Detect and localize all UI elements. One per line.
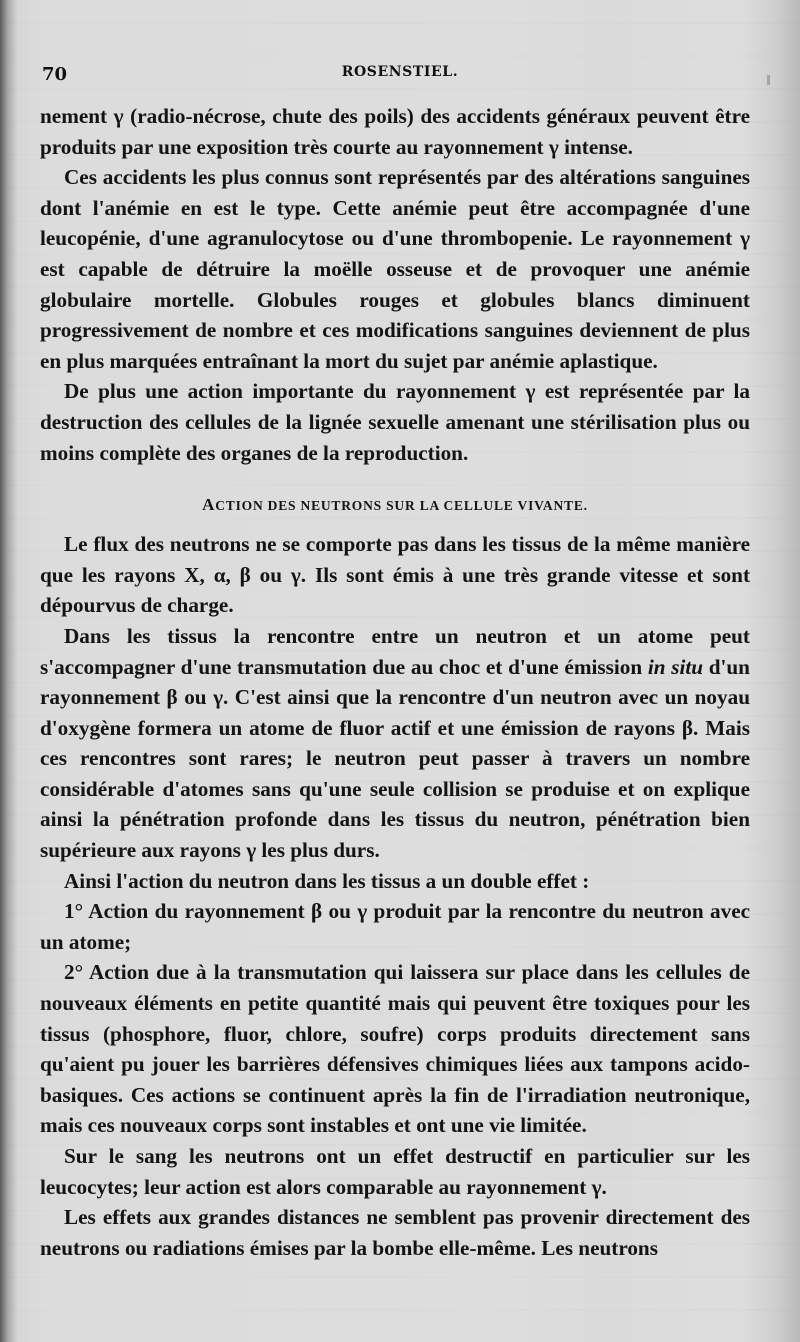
paragraph-transmutation-part2: d'un rayonnement β ou γ. C'est ainsi que la rencontre d'un neutron avec un noyau d'oxygène formera un atome de fluor actif et une émission de rayons β. Mais ces rencontres sont rares; le neutron peut passer à travers un nombre considérable d'atomes sans qu'une seule collision se produise et on explique ainsi la pénétration profonde dans les tissus du neutron, pénétration bien supérieure aux rayons γ les plus durs. (40, 654, 750, 863)
paragraph-blood-effect: Sur le sang les neutrons ont un effet destructif en particulier sur les leucocytes; leur action est alors comparable au rayonnement γ. (40, 1144, 750, 1199)
section-heading-text: CTION DES NEUTRONS SUR LA CELLULE VIVANTE. (215, 498, 588, 514)
running-head (0, 62, 800, 90)
paragraph-continuation: nement γ (radio-nécrose, chute des poils) des accidents généraux peuvent être produits par une exposition très courte au rayonnement γ intense. (40, 104, 750, 159)
paragraph-sexual-lineage: De plus une action importante du rayonnement γ est représentée par la destruction des cellules de la lignée sexuelle amenant une stérilisation plus ou moins complète des organes de la reproduction. (40, 379, 750, 465)
section-heading-initial: A (202, 495, 216, 515)
paragraph-double-effect: Ainsi l'action du neutron dans les tissus a un double effet : (64, 868, 590, 893)
page-number: 70 (42, 64, 68, 85)
paragraph-great-distances: Les effets aux grandes distances ne semblent pas provenir directement des neutrons ou radiations émises par la bombe elle-même. Les neutrons (40, 1205, 750, 1260)
margin-mark (767, 75, 770, 85)
body-text (40, 101, 750, 1263)
paragraph-blood-accidents: Ces accidents les plus connus sont représentés par des altérations sanguines dont l'anémie en est le type. Cette anémie peut être accompagnée d'une leucopénie, d'une agranulocytose ou d'une thrombopenie. Le rayonnement γ est capable de détruire la moëlle osseuse et de provoquer une anémie globulaire mortelle. Globules rouges et globules blancs diminuent progressivement de nombre et ces modifications sanguines deviennent de plus en plus marquées entraînant la mort du sujet par anémie aplastique. (40, 165, 750, 373)
italic-in-situ: in situ (647, 654, 704, 679)
paragraph-transmutation (40, 621, 750, 866)
section-heading (40, 496, 750, 515)
paragraph-neutron-flux: Le flux des neutrons ne se comporte pas dans les tissus de la même manière que les rayons X, α, β ou γ. Ils sont émis à une très grande vitesse et sont dépourvus de charge. (40, 532, 750, 618)
list-item-2: 2° Action due à la transmutation qui laissera sur place dans les cellules de nouveaux éléments en petite quantité mais qui peuvent être toxiques pour les tissus (phosphore, fluor, chlore, soufre) corps produits directement sans qu'aient pu jouer les barrières défensives chimiques liées aux tampons acido-basiques. Ces actions se continuent après la fin de l'irradiation neutronique, mais ces nouveaux corps sont instables et ont une vie limitée. (40, 960, 750, 1138)
list-item-1: 1° Action du rayonnement β ou γ produit par la rencontre du neutron avec un atome; (40, 899, 750, 954)
paragraph-transmutation-part1: Dans les tissus la rencontre entre un neutron et un atome peut s'accompagner d'une transmutation due au choc et d'une émission (40, 623, 750, 679)
running-title: ROSENSTIEL. (341, 64, 459, 80)
